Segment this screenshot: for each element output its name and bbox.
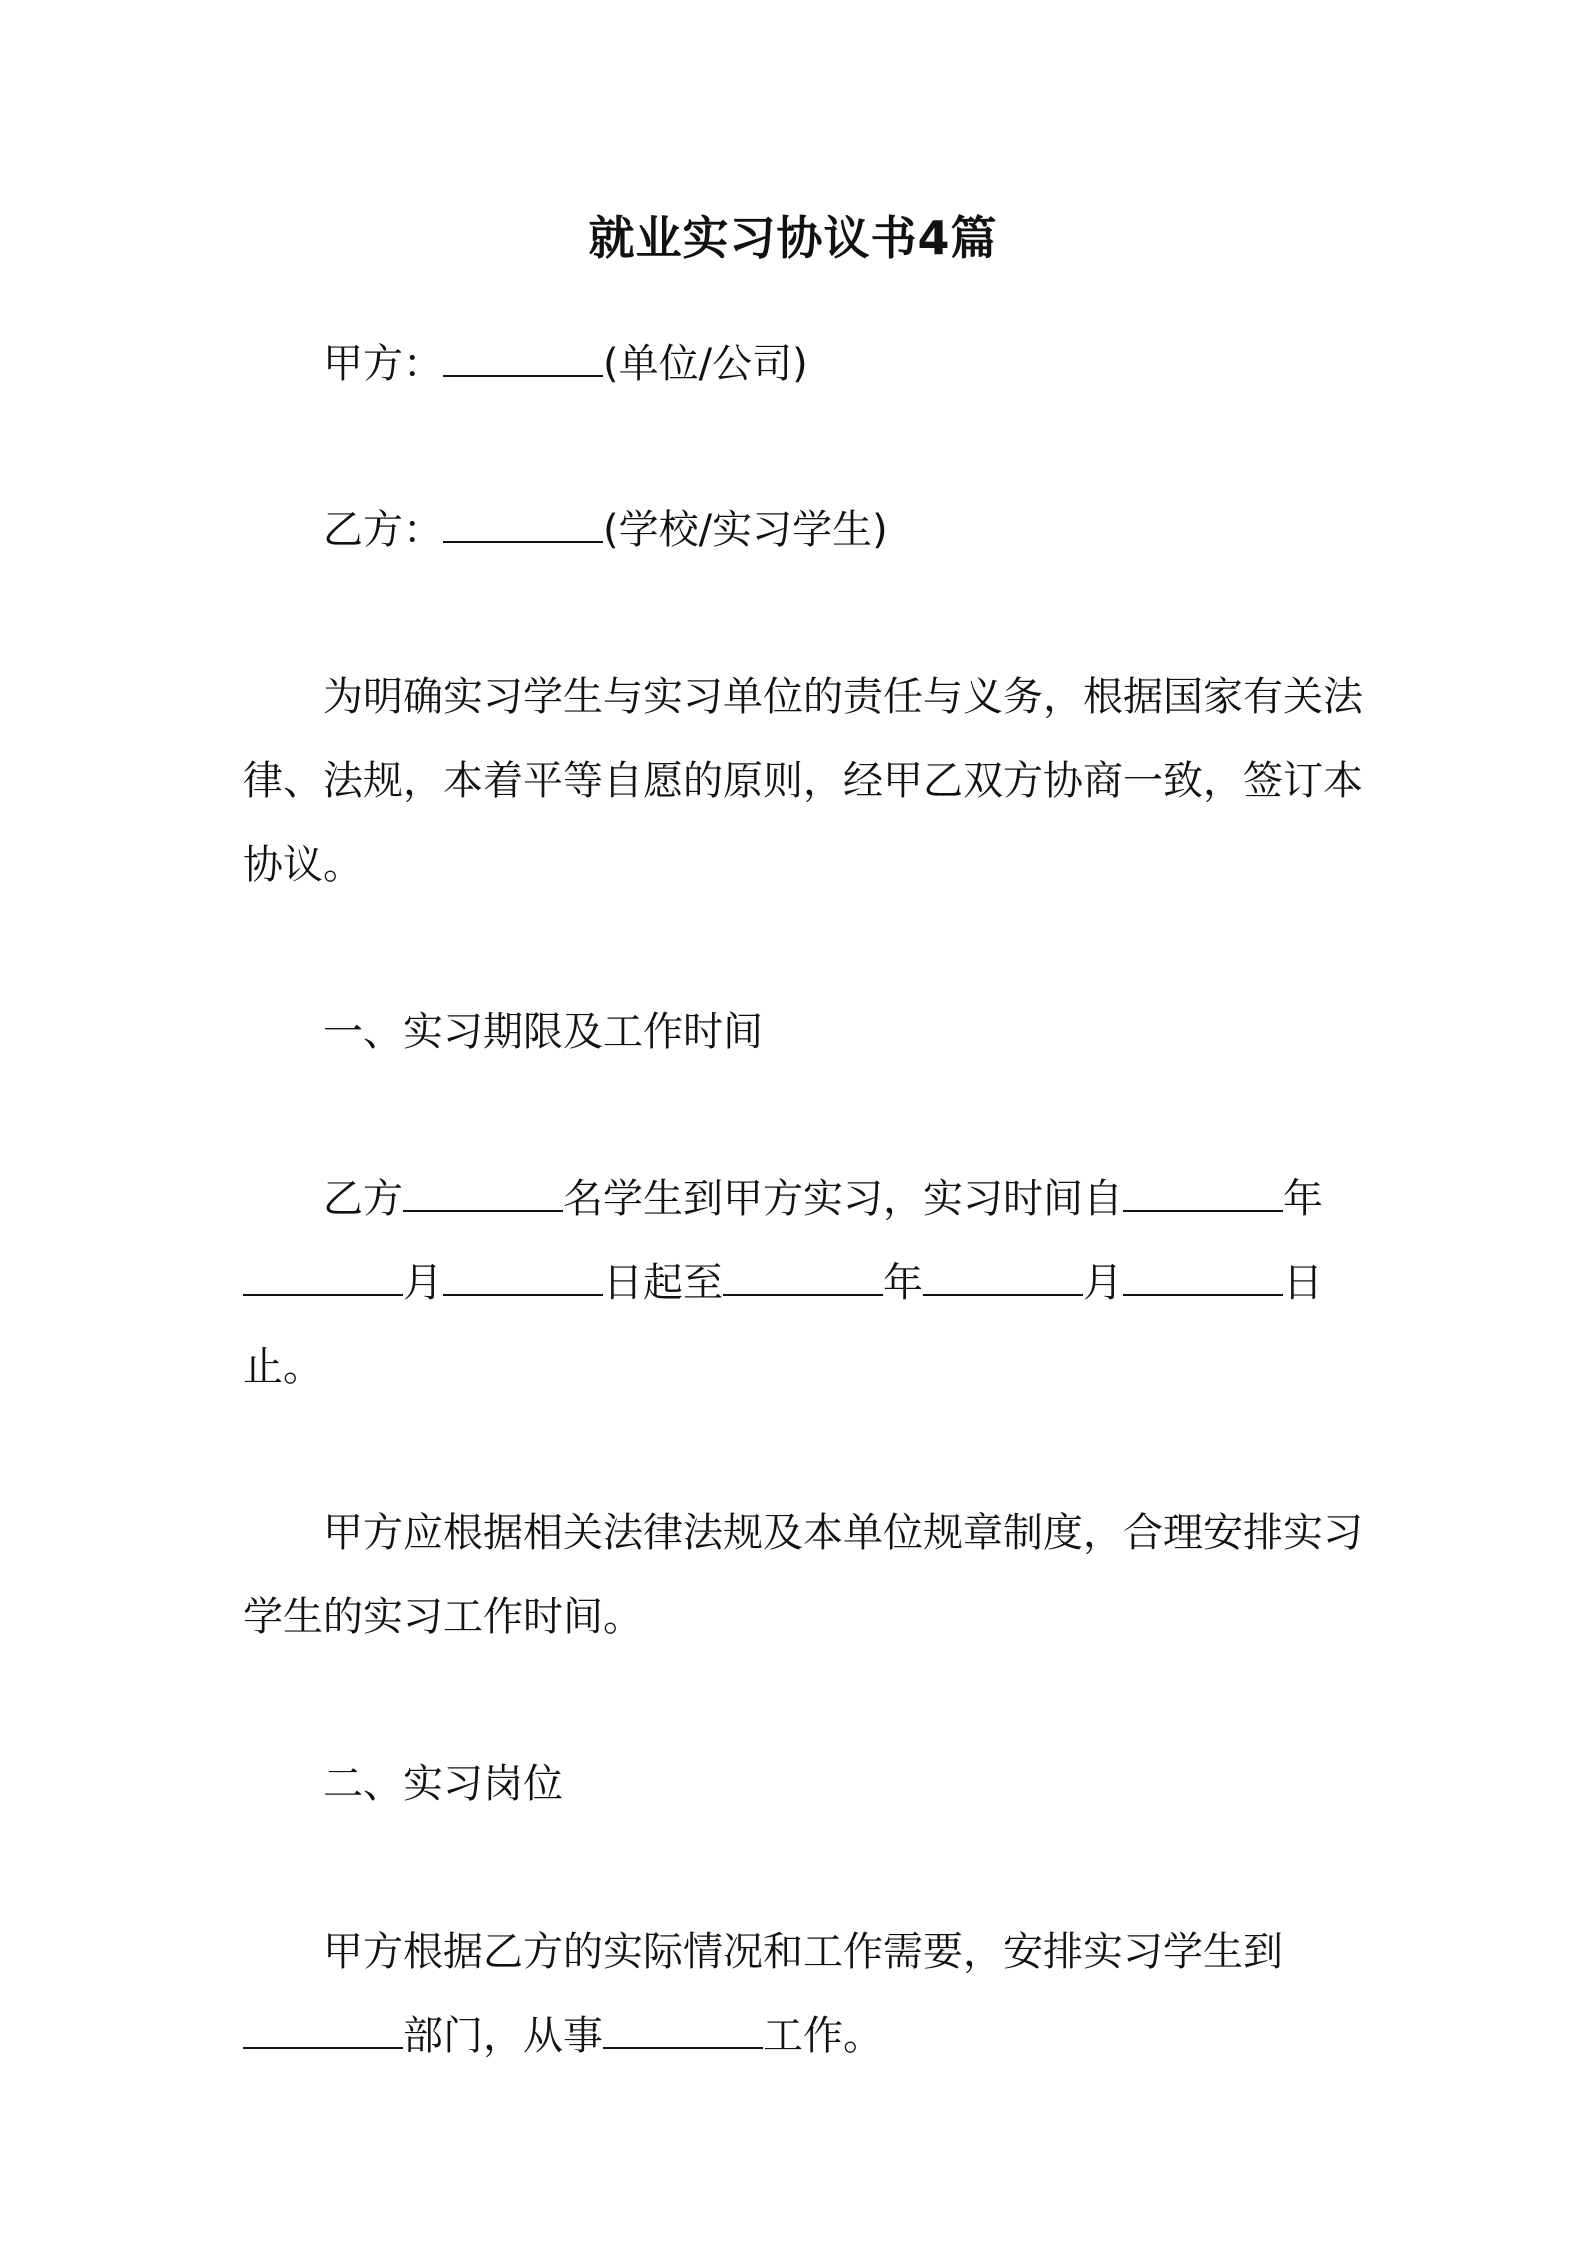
blank-field [723, 1290, 883, 1296]
blank-field [603, 2043, 763, 2049]
text-segment: 月 [403, 1260, 443, 1306]
party-b-line [323, 488, 1353, 572]
blank-field [1123, 1206, 1283, 1212]
party-b-label: 乙方： [323, 507, 443, 553]
party-a-label: 甲方： [323, 341, 443, 387]
section-1-p1-line-3: 止。 [243, 1344, 323, 1390]
intro-line-3: 协议。 [243, 842, 363, 888]
section-1-heading: 一、实习期限及工作时间 [323, 1009, 763, 1055]
intro-line-1: 为明确实习学生与实习单位的责任与义务，根据国家有关法 [323, 674, 1363, 720]
party-b-suffix: (学校/实习学生) [603, 507, 888, 553]
text-segment: 日 [1283, 1260, 1323, 1306]
section-2-p1-line-1: 甲方根据乙方的实际情况和工作需要，安排实习学生到 [323, 1929, 1283, 1975]
section-1-p1-line-2 [243, 1241, 1353, 1325]
text-segment: 月 [1083, 1260, 1123, 1306]
blank-field [443, 1290, 603, 1296]
text-segment: 乙方 [323, 1176, 403, 1222]
blank-field [243, 2043, 403, 2049]
section-2-heading: 二、实习岗位 [323, 1761, 563, 1807]
text-segment: 名学生到甲方实习，实习时间自 [563, 1176, 1123, 1222]
blank-field [443, 537, 603, 543]
blank-field [403, 1206, 563, 1212]
text-segment: 年 [1283, 1176, 1323, 1222]
text-segment: 工作。 [763, 2013, 883, 2059]
section-1-p1-line-1 [323, 1157, 1353, 1241]
blank-field [1123, 1290, 1283, 1296]
party-a-suffix: (单位/公司) [603, 341, 808, 387]
text-segment: 年 [883, 1260, 923, 1306]
section-1-p2-line-1: 甲方应根据相关法律法规及本单位规章制度，合理安排实习 [323, 1510, 1363, 1556]
section-1-p2-line-2: 学生的实习工作时间。 [243, 1594, 643, 1640]
party-a-line [323, 322, 1353, 406]
blank-field [443, 371, 603, 377]
intro-line-2: 律、法规，本着平等自愿的原则，经甲乙双方协商一致，签订本 [243, 758, 1363, 804]
blank-field [923, 1290, 1083, 1296]
blank-field [243, 1290, 403, 1296]
text-segment: 部门，从事 [403, 2013, 603, 2059]
text-segment: 日起至 [603, 1260, 723, 1306]
section-2-p1-line-2 [243, 1994, 1353, 2078]
document-title: 就业实习协议书4篇 [588, 211, 998, 265]
